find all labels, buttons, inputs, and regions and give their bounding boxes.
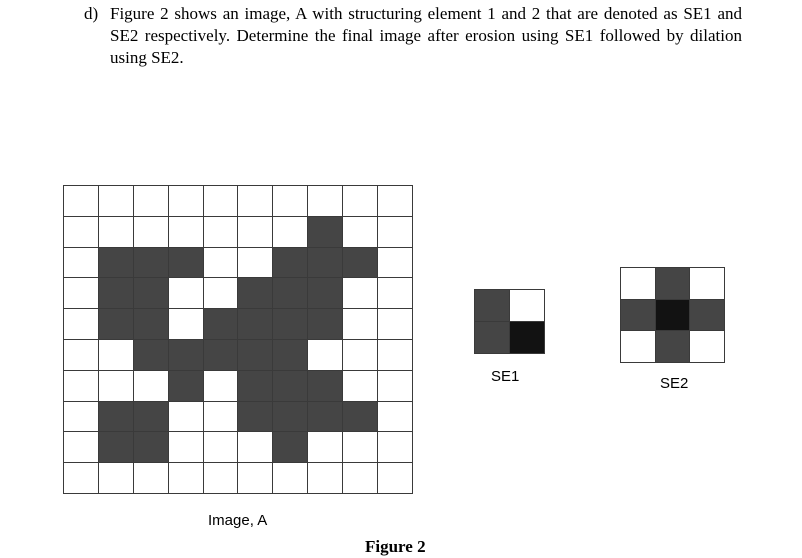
- grid-cell-r0-c7: [308, 186, 342, 216]
- grid-cell-r6-c6: [273, 371, 307, 401]
- grid-cell-r6-c9: [378, 371, 412, 401]
- grid-cell-r8-c4: [204, 432, 238, 462]
- grid-cell-r6-c7: [308, 371, 342, 401]
- grid-cell-r0-c1: [656, 268, 690, 299]
- se2-grid: [620, 267, 725, 363]
- grid-cell-r8-c8: [343, 432, 377, 462]
- grid-cell-r1-c4: [204, 217, 238, 247]
- grid-cell-r6-c0: [64, 371, 98, 401]
- grid-cell-r8-c0: [64, 432, 98, 462]
- grid-cell-r3-c8: [343, 278, 377, 308]
- grid-cell-r2-c2: [134, 248, 168, 278]
- grid-cell-r4-c8: [343, 309, 377, 339]
- grid-cell-r7-c5: [238, 402, 272, 432]
- grid-cell-r4-c4: [204, 309, 238, 339]
- grid-cell-r0-c1: [99, 186, 133, 216]
- grid-cell-r8-c5: [238, 432, 272, 462]
- grid-cell-r2-c0: [64, 248, 98, 278]
- question-label: d): [84, 4, 99, 23]
- grid-cell-r4-c0: [64, 309, 98, 339]
- grid-cell-r0-c1: [510, 290, 544, 321]
- grid-cell-r4-c7: [308, 309, 342, 339]
- grid-cell-r2-c1: [99, 248, 133, 278]
- grid-cell-r1-c7: [308, 217, 342, 247]
- grid-cell-r5-c2: [134, 340, 168, 370]
- grid-cell-r9-c5: [238, 463, 272, 493]
- grid-cell-r3-c1: [99, 278, 133, 308]
- grid-cell-r7-c4: [204, 402, 238, 432]
- grid-cell-r7-c1: [99, 402, 133, 432]
- grid-cell-r0-c6: [273, 186, 307, 216]
- grid-cell-r1-c9: [378, 217, 412, 247]
- grid-cell-r7-c2: [134, 402, 168, 432]
- grid-cell-r1-c2: [690, 300, 724, 331]
- se1-grid: [474, 289, 545, 354]
- grid-cell-r2-c0: [621, 331, 655, 362]
- grid-cell-r3-c0: [64, 278, 98, 308]
- grid-cell-r7-c6: [273, 402, 307, 432]
- grid-cell-r0-c0: [621, 268, 655, 299]
- grid-cell-r7-c8: [343, 402, 377, 432]
- grid-cell-r6-c4: [204, 371, 238, 401]
- grid-cell-r5-c1: [99, 340, 133, 370]
- grid-cell-r8-c7: [308, 432, 342, 462]
- grid-cell-r5-c3: [169, 340, 203, 370]
- grid-cell-r5-c6: [273, 340, 307, 370]
- figure-label: Figure 2: [365, 537, 426, 556]
- se2-caption: SE2: [660, 375, 689, 392]
- se1-caption: SE1: [491, 368, 520, 385]
- grid-cell-r4-c1: [99, 309, 133, 339]
- grid-cell-r4-c3: [169, 309, 203, 339]
- grid-cell-r8-c9: [378, 432, 412, 462]
- grid-cell-r9-c9: [378, 463, 412, 493]
- grid-cell-r3-c6: [273, 278, 307, 308]
- grid-cell-r4-c2: [134, 309, 168, 339]
- grid-cell-r9-c0: [64, 463, 98, 493]
- grid-cell-r0-c8: [343, 186, 377, 216]
- grid-cell-r4-c6: [273, 309, 307, 339]
- grid-cell-r3-c3: [169, 278, 203, 308]
- grid-cell-r5-c0: [64, 340, 98, 370]
- grid-cell-r3-c4: [204, 278, 238, 308]
- grid-cell-r0-c9: [378, 186, 412, 216]
- grid-cell-r6-c2: [134, 371, 168, 401]
- grid-cell-r7-c9: [378, 402, 412, 432]
- grid-cell-r4-c5: [238, 309, 272, 339]
- question-text: Figure 2 shows an image, A with structuring element 1 and 2 that are denoted as SE1 and SE2 respectively. Determine the final image after erosion using SE1 followed by dilation using SE2.: [110, 4, 742, 67]
- grid-cell-r7-c3: [169, 402, 203, 432]
- grid-cell-r0-c3: [169, 186, 203, 216]
- grid-cell-r6-c3: [169, 371, 203, 401]
- grid-cell-r8-c6: [273, 432, 307, 462]
- grid-cell-r3-c5: [238, 278, 272, 308]
- image-a-caption: Image, A: [208, 512, 268, 529]
- grid-cell-r9-c1: [99, 463, 133, 493]
- grid-cell-r1-c1: [656, 300, 690, 331]
- grid-cell-r9-c3: [169, 463, 203, 493]
- grid-cell-r9-c6: [273, 463, 307, 493]
- grid-cell-r2-c5: [238, 248, 272, 278]
- grid-cell-r1-c8: [343, 217, 377, 247]
- grid-cell-r2-c3: [169, 248, 203, 278]
- grid-cell-r2-c7: [308, 248, 342, 278]
- grid-cell-r2-c4: [204, 248, 238, 278]
- grid-cell-r1-c1: [510, 322, 544, 353]
- grid-cell-r8-c2: [134, 432, 168, 462]
- grid-cell-r8-c1: [99, 432, 133, 462]
- grid-cell-r0-c2: [690, 268, 724, 299]
- grid-cell-r4-c9: [378, 309, 412, 339]
- grid-cell-r2-c2: [690, 331, 724, 362]
- grid-cell-r3-c9: [378, 278, 412, 308]
- grid-cell-r0-c4: [204, 186, 238, 216]
- grid-cell-r3-c7: [308, 278, 342, 308]
- grid-cell-r6-c1: [99, 371, 133, 401]
- grid-cell-r0-c5: [238, 186, 272, 216]
- grid-cell-r1-c5: [238, 217, 272, 247]
- grid-cell-r2-c8: [343, 248, 377, 278]
- grid-cell-r5-c5: [238, 340, 272, 370]
- grid-cell-r1-c1: [99, 217, 133, 247]
- grid-cell-r5-c9: [378, 340, 412, 370]
- grid-cell-r5-c4: [204, 340, 238, 370]
- grid-cell-r7-c0: [64, 402, 98, 432]
- grid-cell-r9-c4: [204, 463, 238, 493]
- grid-cell-r9-c7: [308, 463, 342, 493]
- image-a-grid: [63, 185, 413, 494]
- grid-cell-r9-c2: [134, 463, 168, 493]
- grid-cell-r1-c6: [273, 217, 307, 247]
- grid-cell-r2-c9: [378, 248, 412, 278]
- grid-cell-r7-c7: [308, 402, 342, 432]
- grid-cell-r0-c2: [134, 186, 168, 216]
- grid-cell-r1-c0: [475, 322, 509, 353]
- grid-cell-r6-c8: [343, 371, 377, 401]
- grid-cell-r0-c0: [64, 186, 98, 216]
- grid-cell-r6-c5: [238, 371, 272, 401]
- grid-cell-r1-c0: [64, 217, 98, 247]
- grid-cell-r5-c8: [343, 340, 377, 370]
- grid-cell-r0-c0: [475, 290, 509, 321]
- grid-cell-r1-c3: [169, 217, 203, 247]
- grid-cell-r1-c0: [621, 300, 655, 331]
- grid-cell-r2-c6: [273, 248, 307, 278]
- grid-cell-r3-c2: [134, 278, 168, 308]
- grid-cell-r1-c2: [134, 217, 168, 247]
- grid-cell-r2-c1: [656, 331, 690, 362]
- grid-cell-r8-c3: [169, 432, 203, 462]
- grid-cell-r9-c8: [343, 463, 377, 493]
- grid-cell-r5-c7: [308, 340, 342, 370]
